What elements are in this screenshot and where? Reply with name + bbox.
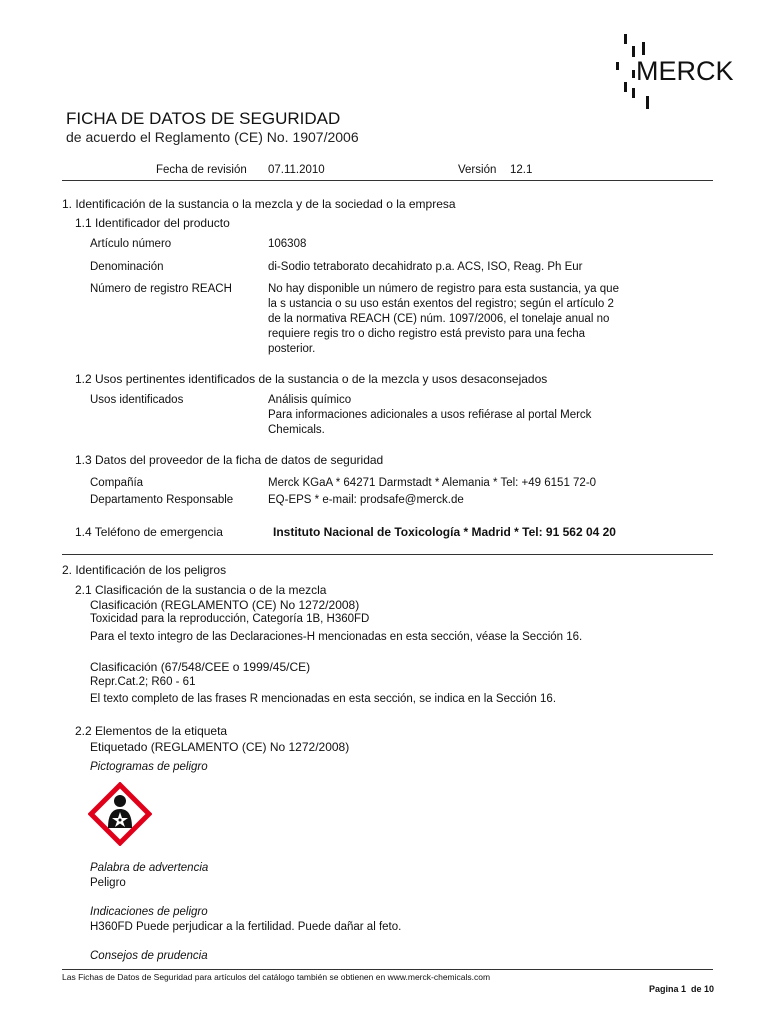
hazard-statements-value: H360FD Puede perjudicar a la fertilidad. Puede dañar al feto. (90, 921, 402, 933)
reach-text-line: de la normativa REACH (CE) núm. 1097/2006, el tonelaje anual no (268, 313, 610, 325)
logo-dash (616, 62, 619, 70)
logo-dash (632, 46, 635, 57)
reach-text-line: requiere regis tro o dicho registro está previsto para una fecha (268, 328, 586, 340)
reach-text-line: la s ustancia o su uso están exentos del registro; según el artículo 2 (268, 298, 614, 310)
version-value: 12.1 (510, 164, 533, 176)
page-number: Pagina 1 de 10 (648, 984, 714, 994)
footer-note: Las Fichas de Datos de Seguridad para artículos del catálogo también se obtienen en www.merck-chemicals.com (62, 972, 491, 982)
pictograms-label: Pictogramas de peligro (90, 761, 208, 773)
department-label: Departamento Responsable (90, 494, 234, 506)
article-number-label: Artículo número (90, 238, 172, 250)
logo-dash (632, 88, 635, 98)
section-1-2-title: 1.2 Usos pertinentes identificados de la sustancia o de la mezcla y usos desaconsejados (75, 372, 548, 386)
product-name-value: di-Sodio tetraborato decahidrato p.a. ACS, ISO, Reag. Ph Eur (268, 261, 583, 273)
footer-divider (62, 969, 713, 970)
precautionary-statements-label: Consejos de prudencia (90, 950, 208, 962)
identified-uses-text (268, 393, 698, 438)
revision-date: 07.11.2010 (268, 164, 325, 176)
clp-classification-note: Para el texto integro de las Declaraciones-H mencionadas en esta sección, véase la Sección 16. (90, 631, 583, 643)
section-1-1-title: 1.1 Identificador del producto (75, 216, 230, 230)
hazard-statements-label: Indicaciones de peligro (90, 906, 208, 918)
reach-number-label: Número de registro REACH (90, 283, 232, 295)
reach-text-line: posterior. (268, 343, 316, 355)
merck-logo (612, 32, 742, 112)
department-value: EQ-EPS * e-mail: prodsafe@merck.de (268, 494, 464, 506)
company-value: Merck KGaA * 64271 Darmstadt * Alemania * Tel: +49 6151 72-0 (268, 477, 597, 489)
signal-word-value: Peligro (90, 877, 126, 889)
logo-dash (632, 70, 635, 78)
logo-dash (624, 34, 627, 44)
revision-date-label: Fecha de revisión (156, 164, 247, 176)
product-name-label: Denominación (90, 261, 164, 273)
article-number-value: 106308 (268, 238, 307, 250)
dsd-classification-value: Repr.Cat.2; R60 - 61 (90, 676, 196, 688)
section-1-3-title: 1.3 Datos del proveedor de la ficha de datos de seguridad (75, 453, 384, 467)
logo-dash (642, 42, 645, 55)
section-2-1-title: 2.1 Clasificación de la sustancia o de la mezcla (75, 583, 327, 597)
uses-text-line: Chemicals. (268, 424, 325, 436)
divider (62, 180, 713, 181)
emergency-phone-value: Instituto Nacional de Toxicología * Madrid * Tel: 91 562 04 20 (273, 525, 616, 539)
uses-text-line: Análisis químico (268, 394, 352, 406)
identified-uses-label: Usos identificados (90, 394, 184, 406)
reach-number-text (268, 282, 698, 357)
clp-classification-title: Clasificación (REGLAMENTO (CE) No 1272/2008) (90, 598, 360, 612)
company-label: Compañía (90, 477, 144, 489)
section-2-2-title: 2.2 Elementos de la etiqueta (75, 724, 228, 738)
document-subtitle: de acuerdo el Reglamento (CE) No. 1907/2006 (66, 129, 359, 145)
labelling-title: Etiquetado (REGLAMENTO (CE) No 1272/2008) (90, 740, 350, 754)
section-2-title: 2. Identificación de los peligros (62, 563, 227, 577)
logo-dash (646, 96, 649, 109)
section-1-title: 1. Identificación de la sustancia o la mezcla y de la sociedad o la empresa (62, 197, 456, 211)
reach-text-line: No hay disponible un número de registro para esta sustancia, ya que (268, 283, 619, 295)
dsd-classification-title: Clasificación (67/548/CEE o 1999/45/CE) (90, 660, 311, 674)
version-label: Versión (458, 164, 497, 176)
signal-word-label: Palabra de advertencia (90, 862, 209, 874)
document-title: FICHA DE DATOS DE SEGURIDAD (66, 109, 341, 128)
divider (62, 554, 713, 555)
uses-text-line: Para informaciones adicionales a usos refiérase al portal Merck (268, 409, 592, 421)
logo-text: MERCK (636, 56, 734, 86)
clp-classification-value: Toxicidad para la reproducción, Categoría 1B, H360FD (90, 613, 370, 625)
health-hazard-pictogram-icon (88, 782, 152, 846)
logo-dash (624, 82, 627, 92)
section-1-4-title: 1.4 Teléfono de emergencia (75, 525, 223, 539)
dsd-classification-note: El texto completo de las frases R mencionadas en esta sección, se indica en la Sección 16. (90, 693, 557, 705)
